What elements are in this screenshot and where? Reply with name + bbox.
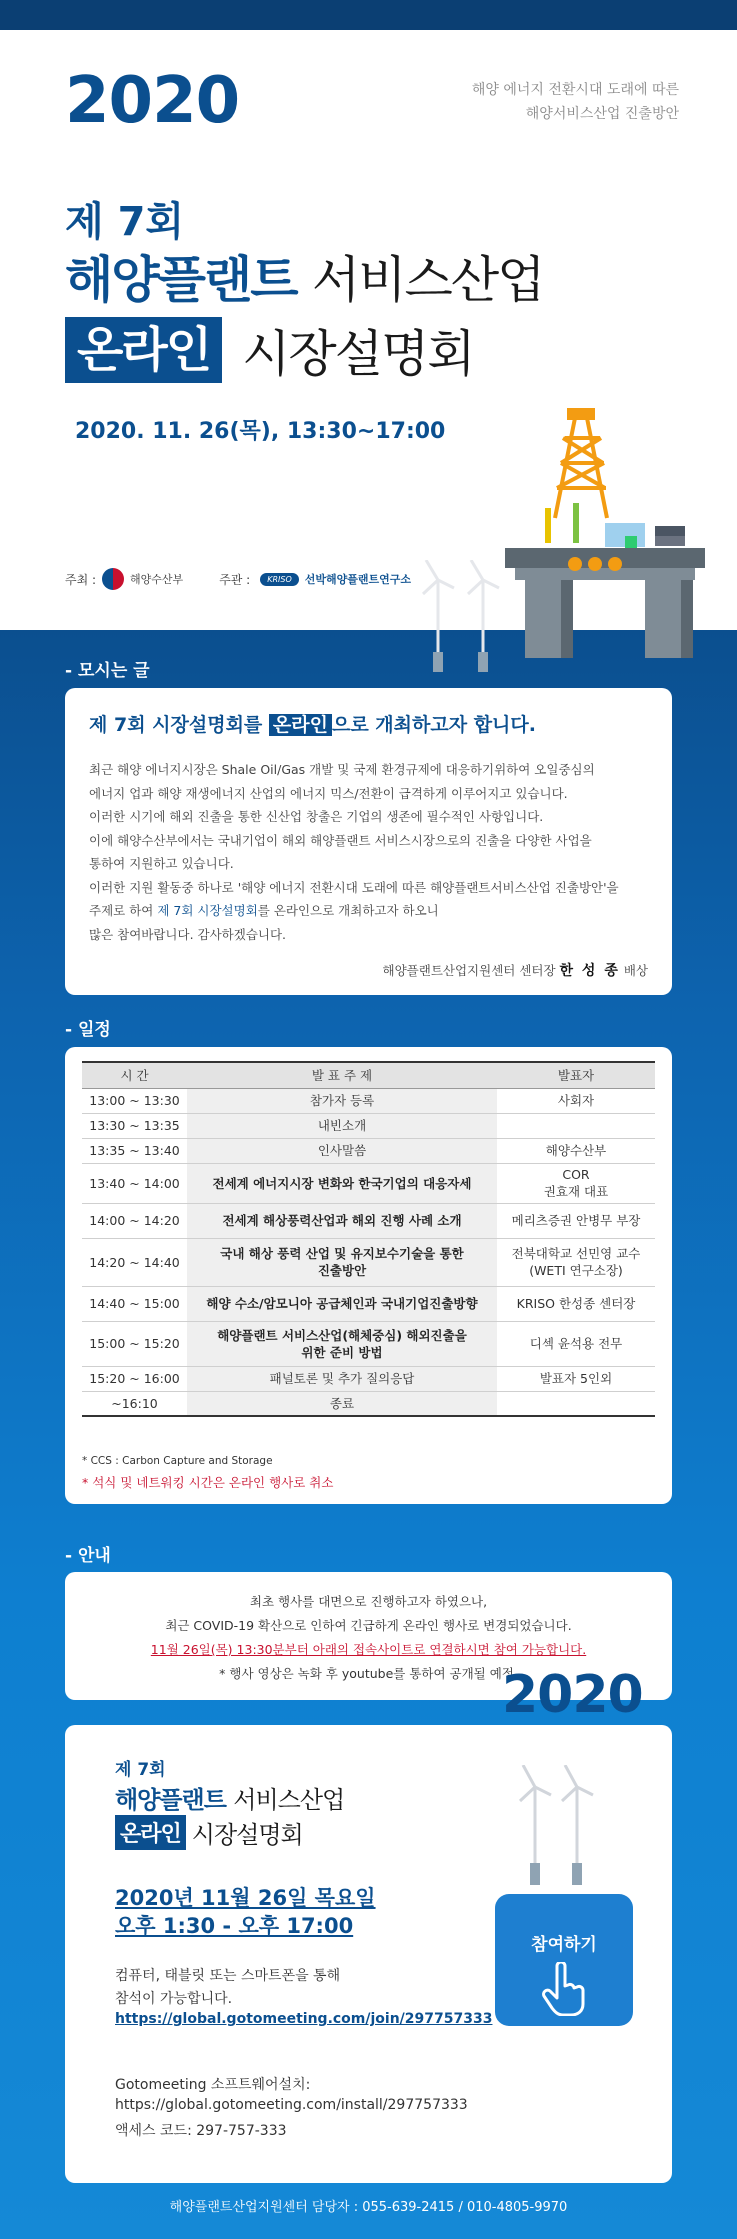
dinner-cancel-note: * 석식 및 네트워킹 시간은 온라인 행사로 취소 (82, 1475, 334, 1490)
schedule-speaker-cell (497, 1391, 655, 1416)
greeting-line: 통하여 지원하고 있습니다. (89, 856, 234, 871)
notice-line-3: 11월 26일(목) 13:30분부터 아래의 접속사이트로 연결하시면 참여 가능합니다. (150, 1642, 587, 1657)
schedule-speaker-cell: 디섹 윤석용 전무 (497, 1321, 655, 1366)
schedule-topic-cell: 인사말씀 (187, 1138, 497, 1163)
schedule-row (82, 1163, 655, 1203)
header-speaker: 발표자 (497, 1062, 655, 1088)
schedule-row (82, 1391, 655, 1416)
registration-year: 2020 (502, 1665, 643, 1725)
greeting-title-post: 으로 개최하고자 합니다. (331, 714, 536, 736)
offshore-platform-illustration (505, 408, 715, 658)
greeting-line (89, 899, 649, 923)
registration-card (65, 1725, 672, 2183)
schedule-time-cell: 13:35 ~ 13:40 (82, 1138, 187, 1163)
schedule-time-cell: 14:00 ~ 14:20 (82, 1203, 187, 1238)
join-button[interactable] (495, 1894, 633, 2026)
signature-name: 한 성 종 (559, 963, 620, 979)
greeting-title-highlight: 온라인 (269, 714, 332, 736)
organizer-name: 선박해양플랜트연구소 (304, 573, 412, 586)
schedule-body (82, 1088, 655, 1416)
reg-date-line-1: 2020년 11월 26일 목요일 (115, 1886, 376, 1910)
schedule-header-row (82, 1062, 655, 1088)
schedule-table (82, 1061, 655, 1417)
reg-edition: 제 7회 (115, 1760, 166, 1780)
install-link[interactable]: https://global.gotomeeting.com/install/297757333 (115, 2097, 468, 2113)
schedule-row (82, 1203, 655, 1238)
schedule-topic-cell: 국내 해상 풍력 산업 및 유지보수기술을 통한 진출방안 (187, 1238, 497, 1286)
schedule-time-cell: 14:40 ~ 15:00 (82, 1286, 187, 1321)
schedule-topic-cell: 해양플랜트 서비스산업(해체중심) 해외진출을 위한 준비 방법 (187, 1321, 497, 1366)
host-line (65, 568, 411, 590)
greeting-title (89, 710, 536, 737)
access-code: 액세스 코드: 297-757-333 (115, 2123, 287, 2139)
schedule-speaker-cell: 전북대학교 선민영 교수 (WETI 연구소장) (497, 1238, 655, 1286)
title-blue: 해양플랜트 (65, 251, 297, 309)
event-datetime: 2020. 11. 26(목), 13:30~17:00 (75, 419, 446, 444)
schedule-row (82, 1321, 655, 1366)
schedule-section-label: - 일정 (65, 1020, 111, 1040)
schedule-topic-cell: 종료 (187, 1391, 497, 1416)
line7-blue: 제 7회 시장설명회 (157, 903, 258, 918)
schedule-time-cell: 13:40 ~ 14:00 (82, 1163, 187, 1203)
schedule-speaker-cell: 발표자 5인외 (497, 1366, 655, 1391)
notice-section-label: - 안내 (65, 1546, 111, 1566)
schedule-row (82, 1238, 655, 1286)
government-emblem-icon (102, 568, 124, 590)
reg-title-line-2 (115, 1815, 303, 1850)
title-boxed: 온라인 (65, 317, 222, 383)
reg-date-line-2: 오후 1:30 - 오후 17:00 (115, 1914, 354, 1938)
host-label: 주최 : (65, 572, 97, 587)
title-rest: 시장설명회 (242, 325, 474, 383)
schedule-row (82, 1138, 655, 1163)
kriso-logo-icon: KRISO (260, 573, 299, 586)
subtitle-line-1: 해양 에너지 전환시대 도래에 따른 (471, 82, 679, 98)
install-label: Gotomeeting 소프트웨어설치: (115, 2077, 311, 2093)
footer-contact: 해양플랜트산업지원센터 담당자 : 055-639-2415 / 010-4805-9970 (169, 2200, 568, 2215)
schedule-speaker-cell: 사회자 (497, 1088, 655, 1113)
schedule-speaker-cell: COR 권효재 대표 (497, 1163, 655, 1203)
reg-text-1: 컴퓨터, 태블릿 또는 스마트폰을 통해 (115, 1968, 341, 1984)
header-time: 시 간 (82, 1062, 187, 1088)
schedule-time-cell: 13:00 ~ 13:30 (82, 1088, 187, 1113)
reg-title-boxed: 온라인 (115, 1815, 186, 1850)
main-title-line-1 (65, 240, 543, 312)
top-bar (0, 0, 737, 30)
schedule-topic-cell: 참가자 등록 (187, 1088, 497, 1113)
reg-title-line-1 (115, 1780, 344, 1815)
line7-post: 를 온라인으로 개최하고자 하오니 (257, 903, 439, 918)
schedule-speaker-cell (497, 1113, 655, 1138)
schedule-topic-cell: 전세계 해상풍력산업과 해외 진행 사례 소개 (187, 1203, 497, 1238)
schedule-topic-cell: 내빈소개 (187, 1113, 497, 1138)
ccs-note: * CCS : Carbon Capture and Storage (82, 1455, 273, 1467)
schedule-card (65, 1047, 672, 1504)
join-link[interactable]: https://global.gotomeeting.com/join/297757333 (115, 2011, 493, 2027)
wind-turbine-icon (515, 1765, 605, 1885)
greeting-card (65, 688, 672, 995)
schedule-speaker-cell: 해양수산부 (497, 1138, 655, 1163)
schedule-row (82, 1366, 655, 1391)
schedule-speaker-cell: KRISO 한성종 센터장 (497, 1286, 655, 1321)
greeting-line: 이러한 시기에 해외 진출을 통한 신산업 창출은 기업의 생존에 필수적인 사항입니다. (89, 809, 544, 824)
signature (383, 960, 648, 980)
signature-tail: 배상 (623, 963, 648, 978)
reg-title-rest: 시장설명회 (191, 1821, 303, 1849)
reg-title-dark: 서비스산업 (233, 1786, 345, 1814)
schedule-topic-cell: 전세계 에너지시장 변화와 한국기업의 대응자세 (187, 1163, 497, 1203)
schedule-time-cell: 13:30 ~ 13:35 (82, 1113, 187, 1138)
greeting-line: 이러한 지원 활동중 하나로 '해양 에너지 전환시대 도래에 따른 해양플랜트서비스산업 진출방안'을 (89, 879, 619, 895)
subtitle-line-2: 해양서비스산업 진출방안 (525, 106, 679, 122)
join-button-label: 참여하기 (531, 1935, 597, 1955)
notice-line-2: 최근 COVID-19 확산으로 인하여 긴급하게 온라인 행사로 변경되었습니다. (165, 1618, 572, 1633)
schedule-time-cell: 14:20 ~ 14:40 (82, 1238, 187, 1286)
header-topic: 발 표 주 제 (187, 1062, 497, 1088)
greeting-line: 이에 해양수산부에서는 국내기업이 해외 해양플랜트 서비스시장으로의 진출을 다양한 사업을 (89, 832, 592, 848)
greeting-line: 최근 해양 에너지시장은 Shale Oil/Gas 개발 및 국제 환경규제에 대응하기위하여 오일중심의 (89, 762, 595, 777)
host-name: 해양수산부 (130, 573, 184, 586)
schedule-time-cell: ~16:10 (82, 1391, 187, 1416)
header-year: 2020 (65, 64, 240, 138)
greeting-line: 에너지 업과 해양 재생에너지 산업의 에너지 믹스/전환이 급격하게 이루어지고 있습니다. (89, 785, 568, 801)
schedule-time-cell: 15:20 ~ 16:00 (82, 1366, 187, 1391)
schedule-row (82, 1286, 655, 1321)
pointing-hand-icon (540, 1962, 588, 2016)
line7-pre: 주제로 하여 (89, 903, 154, 918)
reg-text-2: 참석이 가능합니다. (115, 1991, 233, 2007)
greeting-section-label: - 모시는 글 (65, 661, 150, 681)
wind-turbine-icon (418, 560, 508, 675)
schedule-topic-cell: 패널토론 및 추가 질의응답 (187, 1366, 497, 1391)
notice-line-1: 최초 행사를 대면으로 진행하고자 하였으나, (249, 1594, 488, 1609)
signature-org: 해양플랜트산업지원센터 센터장 (382, 963, 556, 978)
schedule-row (82, 1113, 655, 1138)
reg-title-blue: 해양플랜트 (115, 1786, 226, 1814)
schedule-row (82, 1088, 655, 1113)
schedule-time-cell: 15:00 ~ 15:20 (82, 1321, 187, 1366)
greeting-title-pre: 제 7회 시장설명회를 (89, 714, 263, 736)
header-subtitle (472, 78, 679, 126)
title-dark: 서비스산업 (311, 251, 544, 309)
greeting-line: 많은 참여바랍니다. 감사하겠습니다. (89, 926, 287, 942)
schedule-topic-cell: 해양 수소/암모니아 공급체인과 국내기업진출방향 (187, 1286, 497, 1321)
notice-line-4: * 행사 영상은 녹화 후 youtube를 통하여 공개될 예정. (219, 1666, 518, 1681)
greeting-body (89, 758, 649, 946)
main-title-line-2 (65, 315, 474, 385)
schedule-speaker-cell: 메리츠증권 안병무 부장 (497, 1203, 655, 1238)
edition-label: 제 7회 (65, 199, 185, 245)
organizer-label: 주관 : (219, 572, 251, 587)
